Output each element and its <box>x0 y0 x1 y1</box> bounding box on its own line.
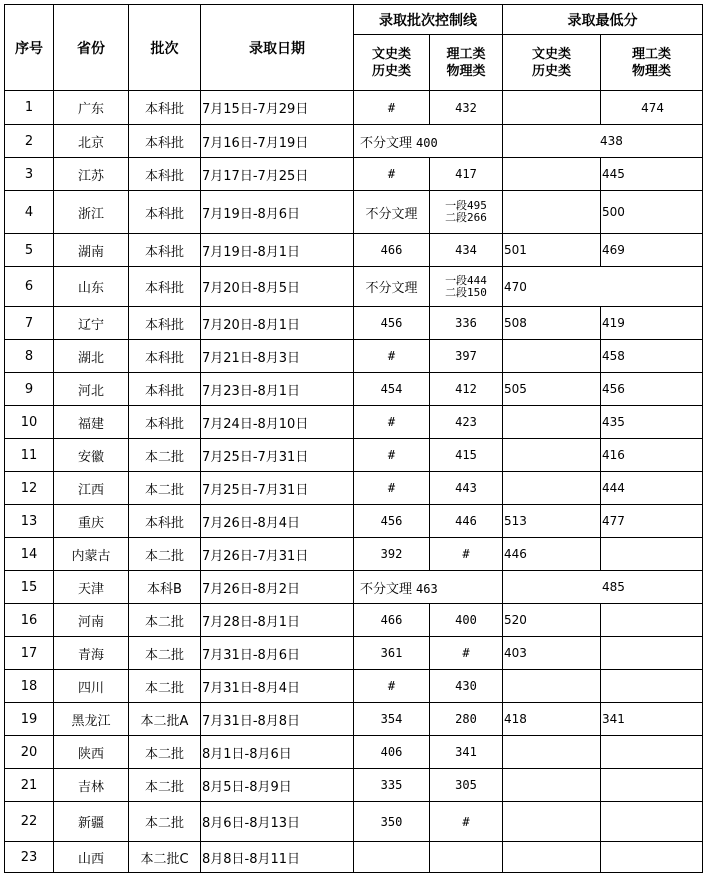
cell-province: 青海 <box>54 637 129 670</box>
table-row <box>5 604 703 637</box>
table-row <box>5 191 703 234</box>
cell-control-li: 400 <box>430 604 503 637</box>
cell-batch: 本二批A <box>129 703 201 736</box>
cell-min-wen: 418 <box>503 703 601 736</box>
cell-date: 7月31日-8月4日 <box>201 670 354 703</box>
cell-batch: 本科批 <box>129 307 201 340</box>
cell-batch: 本二批 <box>129 736 201 769</box>
cell-control-wen <box>354 842 430 873</box>
table-row <box>5 505 703 538</box>
cell-min-wen <box>503 769 601 802</box>
cell-control-wen: # <box>354 340 430 373</box>
cell-seq: 9 <box>5 373 54 406</box>
cell-min-wen <box>503 340 601 373</box>
table-row <box>5 769 703 802</box>
cell-min-merged: 470 <box>503 267 703 307</box>
cell-min-li: 477 <box>601 505 703 538</box>
cell-control-li: 434 <box>430 234 503 267</box>
cell-control-wen: 不分文理 <box>354 191 430 234</box>
cell-control-merged-value: 463 <box>416 581 438 596</box>
cell-control-li <box>430 842 503 873</box>
cell-control-wen: 335 <box>354 769 430 802</box>
cell-date: 8月1日-8月6日 <box>201 736 354 769</box>
cell-control-merged-label: 不分文理 <box>360 135 413 151</box>
cell-province: 江西 <box>54 472 129 505</box>
cell-seq: 21 <box>5 769 54 802</box>
cell-control-li: 432 <box>430 91 503 125</box>
cell-province: 天津 <box>54 571 129 604</box>
cell-batch: 本科批 <box>129 267 201 307</box>
table-header <box>5 5 703 91</box>
cell-control-wen: 392 <box>354 538 430 571</box>
cell-control-wen: # <box>354 472 430 505</box>
cell-min-wen: 501 <box>503 234 601 267</box>
cell-control-wen: 456 <box>354 307 430 340</box>
cell-control-li: 280 <box>430 703 503 736</box>
cell-date: 7月26日-8月2日 <box>201 571 354 604</box>
cell-batch: 本二批 <box>129 472 201 505</box>
table-row <box>5 670 703 703</box>
cell-seq: 19 <box>5 703 54 736</box>
cell-min-merged: 485 <box>503 571 703 604</box>
cell-control-wen: 406 <box>354 736 430 769</box>
cell-batch: 本二批 <box>129 637 201 670</box>
cell-province: 河南 <box>54 604 129 637</box>
cell-batch: 本科B <box>129 571 201 604</box>
cell-min-wen: 403 <box>503 637 601 670</box>
cell-min-wen <box>503 406 601 439</box>
cell-seq: 17 <box>5 637 54 670</box>
cell-min-li <box>601 637 703 670</box>
cell-date: 7月16日-7月19日 <box>201 125 354 158</box>
cell-control-wen: 466 <box>354 604 430 637</box>
cell-min-li: 474 <box>601 91 703 125</box>
cell-min-li <box>601 736 703 769</box>
table-row <box>5 307 703 340</box>
header-min-li-line2: 物理类 <box>631 63 671 79</box>
table-row <box>5 842 703 873</box>
table-row <box>5 125 703 158</box>
cell-seq: 18 <box>5 670 54 703</box>
cell-date: 8月8日-8月11日 <box>201 842 354 873</box>
cell-control-li: 305 <box>430 769 503 802</box>
cell-province: 河北 <box>54 373 129 406</box>
cell-date: 7月25日-7月31日 <box>201 472 354 505</box>
cell-seq: 12 <box>5 472 54 505</box>
cell-date: 7月20日-8月5日 <box>201 267 354 307</box>
cell-batch: 本科批 <box>129 158 201 191</box>
cell-control-li: 415 <box>430 439 503 472</box>
cell-province: 浙江 <box>54 191 129 234</box>
cell-control-merged-value: 400 <box>416 135 438 150</box>
cell-date: 7月25日-7月31日 <box>201 439 354 472</box>
header-date: 录取日期 <box>201 5 354 91</box>
cell-control-wen: # <box>354 91 430 125</box>
cell-control-li-line2: 二段266 <box>445 211 487 224</box>
cell-min-li <box>601 769 703 802</box>
cell-min-wen <box>503 802 601 842</box>
cell-date: 7月19日-8月6日 <box>201 191 354 234</box>
cell-province: 辽宁 <box>54 307 129 340</box>
cell-seq: 10 <box>5 406 54 439</box>
cell-seq: 8 <box>5 340 54 373</box>
cell-min-wen: 513 <box>503 505 601 538</box>
cell-min-li <box>601 802 703 842</box>
cell-batch: 本科批 <box>129 191 201 234</box>
cell-control-li: # <box>430 637 503 670</box>
cell-seq: 11 <box>5 439 54 472</box>
cell-date: 7月21日-8月3日 <box>201 340 354 373</box>
cell-seq: 16 <box>5 604 54 637</box>
cell-control-wen: 454 <box>354 373 430 406</box>
cell-min-wen <box>503 191 601 234</box>
header-min-wen-line2: 历史类 <box>531 63 571 79</box>
table-row <box>5 439 703 472</box>
cell-control-wen: 354 <box>354 703 430 736</box>
cell-batch: 本二批C <box>129 842 201 873</box>
cell-min-wen: 520 <box>503 604 601 637</box>
admission-table <box>4 4 703 873</box>
header-control-wen-line1: 文史类 <box>371 46 411 62</box>
cell-seq: 13 <box>5 505 54 538</box>
table-row <box>5 234 703 267</box>
cell-control-li: 430 <box>430 670 503 703</box>
cell-control-merged-label: 不分文理 <box>360 581 413 597</box>
header-control-li-line2: 物理类 <box>446 63 486 79</box>
table-row <box>5 571 703 604</box>
cell-seq: 20 <box>5 736 54 769</box>
cell-province: 山西 <box>54 842 129 873</box>
cell-province: 吉林 <box>54 769 129 802</box>
header-min-li-line1: 理工类 <box>631 46 671 62</box>
cell-seq: 22 <box>5 802 54 842</box>
cell-min-li: 444 <box>601 472 703 505</box>
cell-control-li-line1: 一段444 <box>445 273 487 287</box>
cell-control-wen: 456 <box>354 505 430 538</box>
cell-date: 7月26日-7月31日 <box>201 538 354 571</box>
cell-province: 重庆 <box>54 505 129 538</box>
cell-batch: 本二批 <box>129 670 201 703</box>
header-min-wen-line1: 文史类 <box>531 46 571 62</box>
cell-seq: 4 <box>5 191 54 234</box>
cell-batch: 本二批 <box>129 439 201 472</box>
cell-control-li: 446 <box>430 505 503 538</box>
cell-batch: 本科批 <box>129 373 201 406</box>
cell-control-wen: # <box>354 406 430 439</box>
cell-min-li: 469 <box>601 234 703 267</box>
cell-batch: 本二批 <box>129 802 201 842</box>
header-control-wen-line2: 历史类 <box>371 63 411 79</box>
cell-province: 北京 <box>54 125 129 158</box>
cell-batch: 本二批 <box>129 538 201 571</box>
cell-control-li: 336 <box>430 307 503 340</box>
cell-min-li: 341 <box>601 703 703 736</box>
table-row <box>5 406 703 439</box>
cell-seq: 14 <box>5 538 54 571</box>
cell-min-wen <box>503 842 601 873</box>
cell-min-wen <box>503 91 601 125</box>
header-min-wen <box>503 35 601 91</box>
cell-min-wen <box>503 439 601 472</box>
cell-control-li: 417 <box>430 158 503 191</box>
table-row <box>5 472 703 505</box>
cell-date: 7月15日-7月29日 <box>201 91 354 125</box>
cell-batch: 本科批 <box>129 505 201 538</box>
cell-batch: 本科批 <box>129 234 201 267</box>
cell-control-li: 443 <box>430 472 503 505</box>
cell-batch: 本科批 <box>129 340 201 373</box>
cell-province: 陕西 <box>54 736 129 769</box>
cell-batch: 本二批 <box>129 769 201 802</box>
cell-seq: 6 <box>5 267 54 307</box>
table-row <box>5 802 703 842</box>
table-row <box>5 538 703 571</box>
cell-province: 湖南 <box>54 234 129 267</box>
cell-min-wen: 446 <box>503 538 601 571</box>
cell-min-li: 416 <box>601 439 703 472</box>
cell-control-merged <box>354 125 503 158</box>
cell-seq: 1 <box>5 91 54 125</box>
header-control-wen <box>354 35 430 91</box>
header-control-li-line1: 理工类 <box>446 46 486 62</box>
cell-date: 7月31日-8月6日 <box>201 637 354 670</box>
cell-control-li: # <box>430 802 503 842</box>
cell-province: 新疆 <box>54 802 129 842</box>
cell-control-li-line2: 二段150 <box>445 285 487 299</box>
cell-control-wen: # <box>354 158 430 191</box>
cell-seq: 15 <box>5 571 54 604</box>
table-row <box>5 736 703 769</box>
cell-control-wen: 361 <box>354 637 430 670</box>
header-control-li <box>430 35 503 91</box>
header-batch: 批次 <box>129 5 201 91</box>
cell-control-li-line1: 一段495 <box>445 199 487 212</box>
cell-control-merged <box>354 571 503 604</box>
cell-province: 江苏 <box>54 158 129 191</box>
cell-min-wen <box>503 158 601 191</box>
cell-control-li: # <box>430 538 503 571</box>
cell-control-wen: # <box>354 439 430 472</box>
header-min-li <box>601 35 703 91</box>
cell-control-wen: 不分文理 <box>354 267 430 307</box>
cell-control-li: 341 <box>430 736 503 769</box>
cell-min-wen: 505 <box>503 373 601 406</box>
cell-province: 湖北 <box>54 340 129 373</box>
cell-date: 7月19日-8月1日 <box>201 234 354 267</box>
table-row <box>5 158 703 191</box>
header-province: 省份 <box>54 5 129 91</box>
cell-date: 8月6日-8月13日 <box>201 802 354 842</box>
cell-province: 福建 <box>54 406 129 439</box>
cell-batch: 本科批 <box>129 91 201 125</box>
cell-min-li <box>601 842 703 873</box>
cell-seq: 3 <box>5 158 54 191</box>
cell-date: 7月28日-8月1日 <box>201 604 354 637</box>
cell-control-li: 397 <box>430 340 503 373</box>
cell-min-li: 500 <box>601 191 703 234</box>
cell-control-li: 423 <box>430 406 503 439</box>
cell-min-li: 458 <box>601 340 703 373</box>
cell-province: 内蒙古 <box>54 538 129 571</box>
cell-min-li: 435 <box>601 406 703 439</box>
cell-date: 7月17日-7月25日 <box>201 158 354 191</box>
cell-min-merged: 438 <box>503 125 703 158</box>
cell-date: 7月26日-8月4日 <box>201 505 354 538</box>
cell-seq: 5 <box>5 234 54 267</box>
cell-min-li: 456 <box>601 373 703 406</box>
cell-control-li <box>430 267 503 307</box>
cell-min-wen <box>503 670 601 703</box>
cell-min-wen <box>503 472 601 505</box>
cell-province: 黑龙江 <box>54 703 129 736</box>
cell-control-wen: 466 <box>354 234 430 267</box>
header-seq: 序号 <box>5 5 54 91</box>
cell-batch: 本科批 <box>129 406 201 439</box>
cell-min-li <box>601 538 703 571</box>
cell-seq: 23 <box>5 842 54 873</box>
table-row <box>5 267 703 307</box>
cell-control-wen: 350 <box>354 802 430 842</box>
table-row <box>5 91 703 125</box>
cell-date: 7月20日-8月1日 <box>201 307 354 340</box>
cell-date: 7月31日-8月8日 <box>201 703 354 736</box>
cell-province: 广东 <box>54 91 129 125</box>
header-control-line: 录取批次控制线 <box>354 5 503 35</box>
cell-province: 四川 <box>54 670 129 703</box>
table-row <box>5 373 703 406</box>
cell-date: 7月24日-8月10日 <box>201 406 354 439</box>
cell-control-wen: # <box>354 670 430 703</box>
cell-date: 7月23日-8月1日 <box>201 373 354 406</box>
cell-batch: 本二批 <box>129 604 201 637</box>
cell-seq: 7 <box>5 307 54 340</box>
cell-min-wen <box>503 736 601 769</box>
cell-min-li <box>601 604 703 637</box>
cell-min-li <box>601 670 703 703</box>
table-row <box>5 340 703 373</box>
table-row <box>5 637 703 670</box>
cell-batch: 本科批 <box>129 125 201 158</box>
cell-date: 8月5日-8月9日 <box>201 769 354 802</box>
header-min-score: 录取最低分 <box>503 5 703 35</box>
cell-min-li: 445 <box>601 158 703 191</box>
cell-province: 山东 <box>54 267 129 307</box>
cell-min-wen: 508 <box>503 307 601 340</box>
table-row <box>5 703 703 736</box>
cell-min-li: 419 <box>601 307 703 340</box>
cell-province: 安徽 <box>54 439 129 472</box>
cell-control-li: 412 <box>430 373 503 406</box>
cell-seq: 2 <box>5 125 54 158</box>
cell-control-li <box>430 191 503 234</box>
